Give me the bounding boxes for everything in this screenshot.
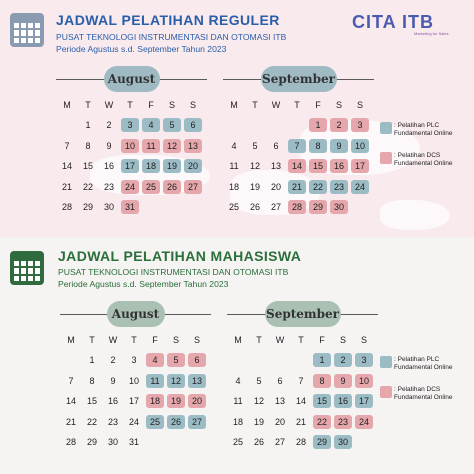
day-cell: 3 <box>355 353 373 367</box>
day-cell: 11 <box>233 396 243 406</box>
day-cell: 27 <box>270 202 281 212</box>
day-cell: 12 <box>253 396 264 406</box>
weekday-label: S <box>335 100 342 110</box>
day-cell: 20 <box>188 394 206 408</box>
day-cell: 5 <box>163 118 181 132</box>
day-cell: 11 <box>146 374 164 388</box>
period-line: Periode Agustus s.d. September Tahun 2023 <box>56 44 227 54</box>
day-cell: 21 <box>295 416 306 427</box>
day-cell: 4 <box>235 375 241 386</box>
day-cell: 2 <box>110 355 116 365</box>
legend-swatch-dcs <box>380 152 392 164</box>
day-cell: 29 <box>313 435 331 449</box>
weekday-label: F <box>315 100 321 110</box>
day-cell: 27 <box>188 415 206 429</box>
legend-label-dcs: : Pelatihan DCS Fundamental Online <box>394 152 453 167</box>
day-cell: 11 <box>142 139 160 153</box>
day-cell: 16 <box>107 396 118 406</box>
day-cell: 27 <box>274 437 285 447</box>
day-cell: 4 <box>146 353 164 367</box>
day-cell: 10 <box>351 139 369 153</box>
day-cell: 18 <box>232 416 243 427</box>
legend-swatch-plc <box>380 122 392 134</box>
day-cell: 8 <box>85 140 91 151</box>
day-cell: 6 <box>273 140 279 151</box>
legend-label-plc: : Pelatihan PLC Fundamental Online <box>394 356 453 371</box>
day-cell: 9 <box>330 139 348 153</box>
weekday-label: M <box>63 100 71 110</box>
weekday-label: T <box>294 100 300 110</box>
day-cell: 16 <box>103 161 114 171</box>
day-cell: 28 <box>65 437 76 447</box>
weekday-label: T <box>252 100 258 110</box>
weekday-label: W <box>104 100 114 110</box>
day-cell: 30 <box>330 200 348 214</box>
logo-tagline: Marketing for Sales <box>414 31 449 36</box>
day-cell: 24 <box>355 415 373 429</box>
day-cell: 1 <box>313 353 331 367</box>
day-cell: 13 <box>274 396 285 406</box>
day-cell: 17 <box>351 159 369 173</box>
day-cell: 21 <box>288 180 306 194</box>
day-cell: 23 <box>334 415 352 429</box>
weekday-label: T <box>298 335 304 345</box>
mahasiswa-section <box>0 237 474 474</box>
day-cell: 8 <box>89 375 95 386</box>
day-cell: 24 <box>351 180 369 194</box>
day-cell: 16 <box>330 159 348 173</box>
day-cell: 7 <box>288 139 306 153</box>
day-cell: 20 <box>270 181 281 192</box>
month-title: September <box>261 66 337 92</box>
day-cell: 2 <box>334 353 352 367</box>
weekday-label: S <box>168 100 175 110</box>
day-cell: 26 <box>249 202 260 212</box>
day-cell: 7 <box>298 375 304 386</box>
day-cell: 12 <box>167 374 185 388</box>
day-cell: 9 <box>334 374 352 388</box>
day-cell: 23 <box>330 180 348 194</box>
day-cell: 19 <box>167 394 185 408</box>
day-cell: 7 <box>64 140 70 151</box>
weekday-label: S <box>360 335 367 345</box>
day-cell: 9 <box>110 375 116 386</box>
weekday-label: F <box>152 335 158 345</box>
weekday-label: S <box>172 335 179 345</box>
day-cell: 26 <box>167 415 185 429</box>
weekday-label: W <box>271 100 281 110</box>
day-cell: 4 <box>231 140 237 151</box>
day-cell: 24 <box>128 416 139 427</box>
day-cell: 17 <box>121 159 139 173</box>
weekday-label: F <box>319 335 325 345</box>
day-cell: 18 <box>146 394 164 408</box>
weekday-label: S <box>193 335 200 345</box>
day-cell: 15 <box>86 396 97 406</box>
day-cell: 14 <box>295 396 306 406</box>
day-cell: 10 <box>128 375 139 386</box>
day-cell: 21 <box>65 416 76 427</box>
weekday-label: F <box>148 100 154 110</box>
legend-swatch-dcs <box>380 386 392 398</box>
month-title: August <box>107 301 165 327</box>
section-title: JADWAL PELATIHAN REGULER <box>56 12 280 28</box>
day-cell: 14 <box>288 159 306 173</box>
day-cell: 6 <box>277 375 283 386</box>
day-cell: 18 <box>142 159 160 173</box>
calendar-icon <box>10 251 44 285</box>
day-cell: 28 <box>295 437 306 447</box>
day-cell: 12 <box>163 139 181 153</box>
day-cell: 20 <box>274 416 285 427</box>
weekday-label: M <box>234 335 242 345</box>
calendar-icon <box>10 13 44 47</box>
day-cell: 25 <box>232 437 243 447</box>
weekday-label: T <box>89 335 95 345</box>
day-cell: 30 <box>107 437 118 447</box>
day-cell: 20 <box>184 159 202 173</box>
weekday-label: W <box>275 335 285 345</box>
day-cell: 23 <box>103 181 114 192</box>
day-cell: 10 <box>355 374 373 388</box>
weekday-label: S <box>189 100 196 110</box>
day-cell: 1 <box>89 355 95 365</box>
institution-line: PUSAT TEKNOLOGI INSTRUMENTASI DAN OTOMASI ITB <box>58 267 289 277</box>
day-cell: 8 <box>309 139 327 153</box>
day-cell: 4 <box>142 118 160 132</box>
day-cell: 29 <box>309 200 327 214</box>
day-cell: 3 <box>351 118 369 132</box>
weekday-label: T <box>256 335 262 345</box>
day-cell: 22 <box>313 415 331 429</box>
day-cell: 30 <box>103 202 114 212</box>
day-cell: 10 <box>121 139 139 153</box>
weekday-label: T <box>131 335 137 345</box>
day-cell: 14 <box>61 161 72 171</box>
day-cell: 2 <box>330 118 348 132</box>
day-cell: 15 <box>82 161 93 171</box>
weekday-label: S <box>356 100 363 110</box>
day-cell: 9 <box>106 140 112 151</box>
weekday-label: M <box>67 335 75 345</box>
day-cell: 22 <box>82 181 93 192</box>
day-cell: 17 <box>128 396 139 406</box>
day-cell: 29 <box>86 437 97 447</box>
day-cell: 13 <box>188 374 206 388</box>
day-cell: 24 <box>121 180 139 194</box>
day-cell: 1 <box>85 120 91 130</box>
day-cell: 25 <box>142 180 160 194</box>
day-cell: 27 <box>184 180 202 194</box>
day-cell: 13 <box>270 161 281 171</box>
day-cell: 25 <box>228 202 239 212</box>
day-cell: 25 <box>146 415 164 429</box>
day-cell: 29 <box>82 202 93 212</box>
day-cell: 15 <box>313 394 331 408</box>
day-cell: 5 <box>256 375 262 386</box>
day-cell: 18 <box>228 181 239 192</box>
day-cell: 28 <box>61 202 72 212</box>
period-line: Periode Agustus s.d. September Tahun 2023 <box>58 279 229 289</box>
day-cell: 22 <box>309 180 327 194</box>
month-title: September <box>265 301 341 327</box>
day-cell: 3 <box>131 355 137 365</box>
day-cell: 2 <box>106 120 112 130</box>
day-cell: 16 <box>334 394 352 408</box>
day-cell: 5 <box>252 140 258 151</box>
weekday-label: T <box>85 100 91 110</box>
day-cell: 31 <box>121 200 139 214</box>
day-cell: 19 <box>163 159 181 173</box>
day-cell: 1 <box>309 118 327 132</box>
legend-label-plc: : Pelatihan PLC Fundamental Online <box>394 122 453 137</box>
day-cell: 26 <box>253 437 264 447</box>
day-cell: 31 <box>128 437 139 447</box>
day-cell: 7 <box>68 375 74 386</box>
day-cell: 30 <box>334 435 352 449</box>
section-title: JADWAL PELATIHAN MAHASISWA <box>58 248 302 264</box>
logo-text: CITA ITB <box>352 12 434 32</box>
day-cell: 6 <box>184 118 202 132</box>
day-cell: 17 <box>355 394 373 408</box>
day-cell: 12 <box>249 161 260 171</box>
legend-label-dcs: : Pelatihan DCS Fundamental Online <box>394 386 453 401</box>
day-cell: 5 <box>167 353 185 367</box>
day-cell: 6 <box>188 353 206 367</box>
day-cell: 14 <box>65 396 76 406</box>
weekday-label: W <box>108 335 118 345</box>
day-cell: 11 <box>229 161 239 171</box>
institution-line: PUSAT TEKNOLOGI INSTRUMENTASI DAN OTOMASI ITB <box>56 32 287 42</box>
month-title: August <box>104 66 160 92</box>
day-cell: 28 <box>288 200 306 214</box>
day-cell: 22 <box>86 416 97 427</box>
day-cell: 23 <box>107 416 118 427</box>
day-cell: 19 <box>253 416 264 427</box>
weekday-label: S <box>339 335 346 345</box>
day-cell: 3 <box>121 118 139 132</box>
day-cell: 19 <box>249 181 260 192</box>
legend-swatch-plc <box>380 356 392 368</box>
day-cell: 15 <box>309 159 327 173</box>
weekday-label: T <box>127 100 133 110</box>
day-cell: 8 <box>313 374 331 388</box>
day-cell: 13 <box>184 139 202 153</box>
day-cell: 21 <box>61 181 72 192</box>
day-cell: 26 <box>163 180 181 194</box>
weekday-label: M <box>230 100 238 110</box>
